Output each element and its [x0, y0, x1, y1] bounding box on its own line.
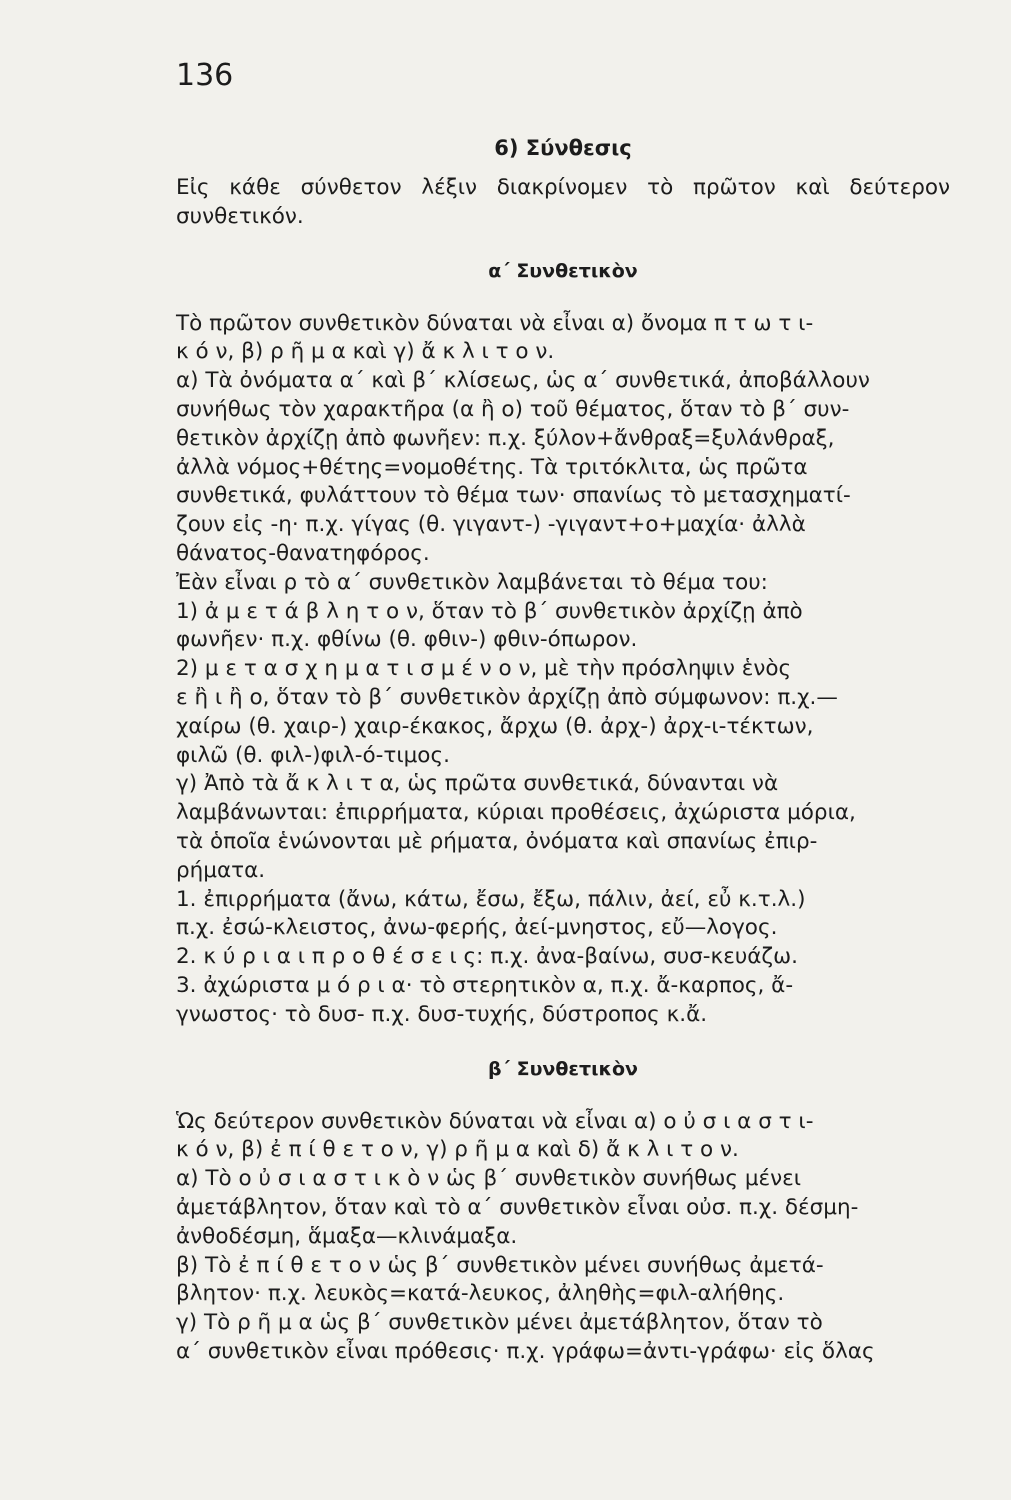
- text-line: ἀνθοδέσμη, ἅμαξα—κλινάμαξα.: [176, 1223, 518, 1249]
- text-line: α) Τὰ ὀνόματα α΄ καὶ β΄ κλίσεως, ὡς α΄ συνθετικά, ἀποβάλλουν: [176, 368, 870, 394]
- subheading-second-component: β΄ Συνθετικὸν: [487, 1057, 638, 1080]
- page-body: [176, 122, 950, 1367]
- text-line: βλητον· π.χ. λευκὸς=κατά-λευκος, ἀληθὴς=φιλ-αλήθης.: [176, 1281, 785, 1307]
- subheading-first-component: α΄ Συνθετικὸν: [488, 259, 638, 282]
- text-line: γ) Τὸ ρ ῆ μ α ὡς β΄ συνθετικὸν μένει ἀμετάβλητον, ὅταν τὸ: [176, 1310, 823, 1336]
- text-line: γ) Ἀπὸ τὰ ἄ κ λ ι τ α, ὡς πρῶτα συνθετικά, δύνανται νὰ: [176, 771, 779, 797]
- text-line: συνήθως τὸν χαρακτῆρα (α ἢ ο) τοῦ θέματος, ὅταν τὸ β΄ συν-: [176, 396, 850, 422]
- text-line: τὰ ὁποῖα ἑνώνονται μὲ ρήματα, ὀνόματα καὶ σπανίως ἐπιρ-: [176, 828, 818, 854]
- text-line: 3. ἀχώριστα μ ό ρ ι α· τὸ στερητικὸν α, π.χ. ἄ-καρπος, ἄ-: [176, 972, 794, 998]
- text-line: θάνατος-θανατηφόρος.: [176, 540, 430, 566]
- text-line: ἀλλὰ νόμος+θέτης=νομοθέτης. Τὰ τριτόκλιτα, ὡς πρῶτα: [176, 454, 808, 480]
- intro-paragraph: Εἰς κάθε σύνθετον λέξιν διακρίνομεν τὸ πρῶτον καὶ δεύτερον συνθετικόν.: [176, 175, 950, 229]
- section-heading: 6) Σύνθεσις: [494, 136, 632, 160]
- text-line: ζουν εἰς -η· π.χ. γίγας (θ. γιγαντ-) -γιγαντ+ο+μαχία· ἀλλὰ: [176, 512, 806, 538]
- text-line: θετικὸν ἀρχίζῃ ἀπὸ φωνῆεν: π.χ. ξύλον+ἄνθραξ=ξυλάνθραξ,: [176, 425, 835, 451]
- text-line: 1) ἀ μ ε τ ά β λ η τ ο ν, ὅταν τὸ β΄ συνθετικὸν ἀρχίζῃ ἀπὸ: [176, 598, 803, 624]
- text-line: ε ἢ ι ἢ ο, ὅταν τὸ β΄ συνθετικὸν ἀρχίζῃ ἀπὸ σύμφωνον: π.χ.—: [176, 684, 838, 710]
- text-line: 2) μ ε τ α σ χ η μ α τ ι σ μ έ ν ο ν, μὲ τὴν πρόσληψιν ἑνὸς: [176, 656, 792, 682]
- text-line: ἀμετάβλητον, ὅταν καὶ τὸ α΄ συνθετικὸν εἶναι οὐσ. π.χ. δέσμη-: [176, 1194, 859, 1220]
- text-line: Τὸ πρῶτον συνθετικὸν δύναται νὰ εἶναι α) ὄνομα π τ ω τ ι-: [176, 310, 814, 336]
- second-component-text: [176, 1108, 950, 1367]
- text-line: Ἐὰν εἶναι ρ τὸ α΄ συνθετικὸν λαμβάνεται τὸ θέμα του:: [176, 569, 768, 595]
- text-line: χαίρω (θ. χαιρ-) χαιρ-έκακος, ἄρχω (θ. ἀρχ-) ἀρχ-ι-τέκτων,: [176, 713, 814, 739]
- text-line: κ ό ν, β) ἐ π ί θ ε τ ο ν, γ) ρ ῆ μ α καὶ δ) ἄ κ λ ι τ ο ν.: [176, 1137, 739, 1163]
- text-line: ρήματα.: [176, 857, 266, 883]
- text-line: λαμβάνωνται: ἐπιρρήματα, κύριαι προθέσεις, ἀχώριστα μόρια,: [176, 800, 856, 826]
- text-line: 2. κ ύ ρ ι α ι π ρ ο θ έ σ ε ι ς: π.χ. ἀνα-βαίνω, συσ-κευάζω.: [176, 944, 798, 970]
- first-component-text: [176, 310, 950, 1030]
- text-line: φιλῶ (θ. φιλ-)φιλ-ό-τιμος.: [176, 742, 450, 768]
- text-line: Ὡς δεύτερον συνθετικὸν δύναται νὰ εἶναι α) ο ὐ σ ι α σ τ ι-: [176, 1108, 814, 1134]
- text-line: α) Τὸ ο ὐ σ ι α σ τ ι κ ὸ ν ὡς β΄ συνθετικὸν συνήθως μένει: [176, 1166, 802, 1192]
- text-line: συνθετικά, φυλάττουν τὸ θέμα των· σπανίως τὸ μετασχηματί-: [176, 483, 851, 509]
- text-line: π.χ. ἐσώ-κλειστος, ἀνω-φερής, ἀεί-μνηστος, εὔ—λογος.: [176, 915, 778, 941]
- text-line: β) Τὸ ἐ π ί θ ε τ ο ν ὡς β΄ συνθετικὸν μένει συνήθως ἀμετά-: [176, 1252, 824, 1278]
- text-line: φωνῆεν· π.χ. φθίνω (θ. φθιν-) φθιν-όπωρον.: [176, 627, 638, 653]
- text-line: γνωστος· τὸ δυσ- π.χ. δυσ-τυχής, δύστροπος κ.ἄ.: [176, 1001, 708, 1027]
- page-number: 136: [176, 58, 234, 93]
- text-line: κ ό ν, β) ρ ῆ μ α καὶ γ) ἄ κ λ ι τ ο ν.: [176, 339, 555, 365]
- text-line: α΄ συνθετικὸν εἶναι πρόθεσις· π.χ. γράφω=ἀντι-γράφω· εἰς ὅλας: [176, 1338, 875, 1364]
- text-line: 1. ἐπιρρήματα (ἄνω, κάτω, ἔσω, ἔξω, πάλιν, ἀεί, εὖ κ.τ.λ.): [176, 886, 806, 912]
